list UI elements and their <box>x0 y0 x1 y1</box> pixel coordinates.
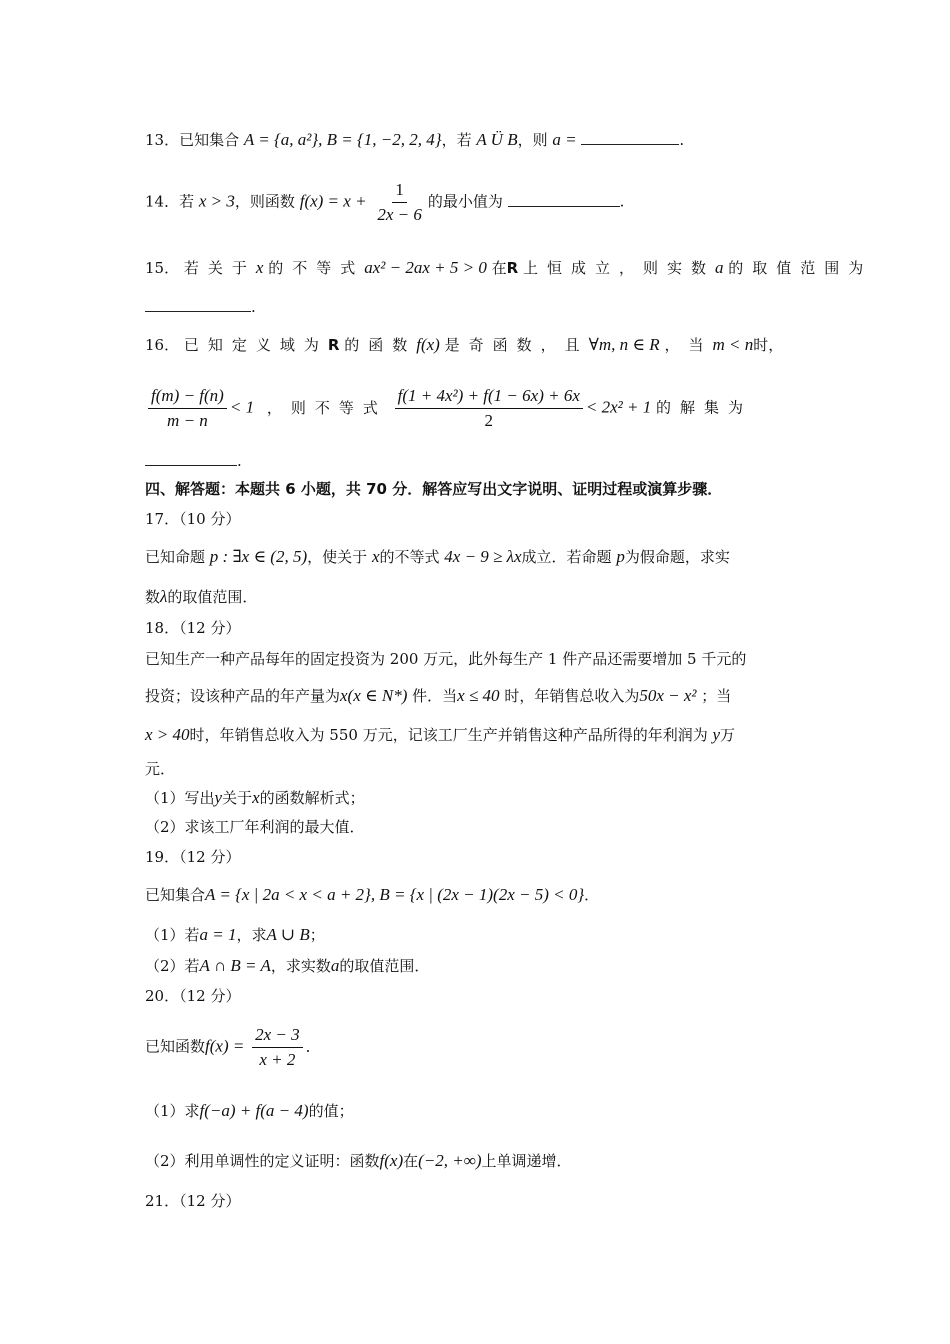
text: 的函数 <box>344 336 417 354</box>
text: 为假命题，求实 <box>624 548 730 566</box>
text: 上单调递增． <box>481 1152 572 1170</box>
text: 数 <box>145 588 161 606</box>
text: 已知集合 <box>145 886 206 904</box>
formula: R <box>506 259 519 277</box>
text: （1）若 <box>145 926 200 944</box>
text: ，求 <box>236 926 267 944</box>
text: 已知命题 <box>145 548 206 566</box>
text: ． <box>305 1037 321 1056</box>
numerator: 1 <box>392 180 407 203</box>
formula: R <box>327 336 340 354</box>
formula: x <box>255 258 264 277</box>
formula: A ∪ B <box>266 925 310 944</box>
question-18-part-1 <box>145 787 365 809</box>
question-number: 16． <box>145 336 180 354</box>
denominator: m − n <box>167 411 208 430</box>
numerator: f(1 + 4x²) + f(1 − 6x) + 6x <box>395 386 583 409</box>
answer-blank <box>145 451 237 466</box>
text: ； <box>309 926 325 944</box>
denominator: x + 2 <box>259 1050 296 1069</box>
text: . <box>237 452 242 470</box>
formula: p : ∃x ∈ (2, 5) <box>209 547 308 566</box>
question-18-line-2 <box>145 685 731 707</box>
text: 的函数解析式； <box>259 789 365 807</box>
question-17-header: 17．（10 分） <box>145 510 241 528</box>
formula: f(x) = x + <box>299 191 367 211</box>
formula: x <box>371 547 380 566</box>
answer-blank <box>581 130 679 145</box>
text: 的不等式 <box>268 259 365 277</box>
text: 的取值范围为 <box>728 259 873 277</box>
formula: A = {a, a²}, B = {1, −2, 2, 4} <box>243 130 442 149</box>
question-16 <box>145 334 783 356</box>
formula: a <box>330 956 340 975</box>
formula: a = 1 <box>199 925 237 944</box>
formula: x(x ∈ N*) <box>340 686 408 705</box>
text: . <box>679 131 685 149</box>
text: 时，年销售总收入为 <box>504 687 640 705</box>
formula: A ∩ B = A <box>199 956 271 975</box>
numerator: 2x − 3 <box>252 1025 303 1048</box>
text: 的取值范围． <box>339 957 430 975</box>
text: ，则 <box>517 131 548 149</box>
question-17-cont <box>145 586 257 608</box>
text: 关于 <box>222 789 253 807</box>
text: 的值； <box>308 1102 354 1120</box>
question-14 <box>145 180 624 225</box>
text: 万 <box>720 726 736 744</box>
formula: ∀m, n ∈ R <box>588 335 660 354</box>
text: ，则不等式 <box>266 398 387 417</box>
question-18-header: 18．（12 分） <box>145 619 241 637</box>
question-13 <box>145 129 684 151</box>
question-number: 13． <box>145 131 180 149</box>
text: . <box>619 192 625 211</box>
text: ，当 <box>664 336 713 354</box>
fraction <box>374 180 425 225</box>
formula: ax² − 2ax + 5 > 0 <box>364 258 487 277</box>
question-number: 14． <box>145 192 180 211</box>
question-15 <box>145 257 872 279</box>
text: 的取值范围． <box>167 588 258 606</box>
text: ，使关于 <box>307 548 368 566</box>
text: （2）若 <box>145 957 200 975</box>
question-20-part-2 <box>145 1150 572 1172</box>
formula: f(x) <box>379 1151 404 1170</box>
text: ． <box>584 886 600 904</box>
section-heading: 四、解答题：本题共 6 小题，共 70 分．解答应写出文字说明、证明过程或演算步骤． <box>145 480 723 498</box>
formula: m < n <box>712 335 754 354</box>
formula: f(x) = <box>205 1036 245 1056</box>
text: 已知集合 <box>179 131 240 149</box>
numerator: f(m) − f(n) <box>148 386 227 409</box>
formula: y <box>214 788 223 807</box>
text: 在 <box>491 259 507 277</box>
formula: p <box>616 547 625 566</box>
text: 成立．若命题 <box>521 548 612 566</box>
text: ，求实数 <box>270 957 331 975</box>
question-18-line-4: 元． <box>145 760 176 778</box>
question-18-line-3 <box>145 724 735 746</box>
answer-blank <box>145 297 251 312</box>
question-19-part-2 <box>145 955 429 977</box>
text: 的最小值为 <box>427 192 503 211</box>
question-20-header: 20．（12 分） <box>145 987 241 1005</box>
question-18-line-1: 已知生产一种产品每年的固定投资为 200 万元，此外每生产 1 件产品还需要增加 5 千元的 <box>145 650 747 668</box>
denominator: 2x − 6 <box>377 205 422 224</box>
question-16-condition <box>145 386 752 431</box>
question-17 <box>145 546 730 568</box>
question-16-blank-line <box>145 450 242 472</box>
text: ，则函数 <box>234 192 295 211</box>
text: （1）求 <box>145 1102 200 1120</box>
formula: x <box>252 788 260 807</box>
formula: < 1 <box>229 397 255 417</box>
fraction <box>395 386 583 431</box>
formula: y <box>712 725 721 744</box>
text: （2）利用单调性的定义证明：函数 <box>145 1152 380 1170</box>
formula: λ <box>160 587 168 606</box>
question-20 <box>145 1025 321 1070</box>
formula: x ≤ 40 <box>457 686 500 705</box>
text: 若 <box>179 192 195 211</box>
formula: 4x − 9 ≥ λx <box>444 547 522 566</box>
text: . <box>251 298 256 316</box>
question-20-part-1 <box>145 1100 354 1122</box>
question-15-blank-line <box>145 296 256 318</box>
text: 已知定义域为 <box>183 336 328 354</box>
question-21-header: 21．（12 分） <box>145 1192 241 1210</box>
formula: a = <box>552 130 577 149</box>
text: ，若 <box>441 131 472 149</box>
formula: x > 3 <box>198 191 235 211</box>
text: 已知函数 <box>145 1037 206 1056</box>
denominator: 2 <box>484 411 494 430</box>
formula: f(x) <box>416 335 440 354</box>
formula: < 2x² + 1 <box>585 397 652 417</box>
text: 若关于 <box>183 259 256 277</box>
formula: A Ü B <box>476 130 518 149</box>
formula: (−2, +∞) <box>418 1151 482 1170</box>
text: 投资；设该种产品的年产量为 <box>145 687 341 705</box>
question-19 <box>145 884 599 906</box>
formula: f(−a) + f(a − 4) <box>199 1101 309 1120</box>
text: （1）写出 <box>145 789 215 807</box>
answer-blank <box>508 192 620 207</box>
fraction <box>252 1025 303 1070</box>
question-19-part-1 <box>145 924 325 946</box>
question-number: 15． <box>145 259 180 277</box>
text: ；当 <box>701 687 732 705</box>
text: 的不等式 <box>379 548 440 566</box>
question-18-part-2: （2）求该工厂年利润的最大值． <box>145 818 365 836</box>
formula: a <box>715 258 724 277</box>
formula: x > 40 <box>145 725 190 744</box>
formula: 50x − x² <box>639 686 697 705</box>
text: 件．当 <box>412 687 458 705</box>
text: 是奇函数，且 <box>444 336 589 354</box>
question-19-header: 19．（12 分） <box>145 848 241 866</box>
text: 的解集为 <box>656 398 753 417</box>
formula: A = {x | 2a < x < a + 2}, B = {x | (2x − 1)(2x − 5) < 0} <box>205 885 585 904</box>
fraction <box>148 386 227 431</box>
text: 时，年销售总收入为 550 万元，记该工厂生产并销售这种产品所得的年利润为 <box>189 726 708 744</box>
text: 在 <box>403 1152 419 1170</box>
text: 上恒成立，则实数 <box>522 259 715 277</box>
text: 时， <box>753 336 784 354</box>
